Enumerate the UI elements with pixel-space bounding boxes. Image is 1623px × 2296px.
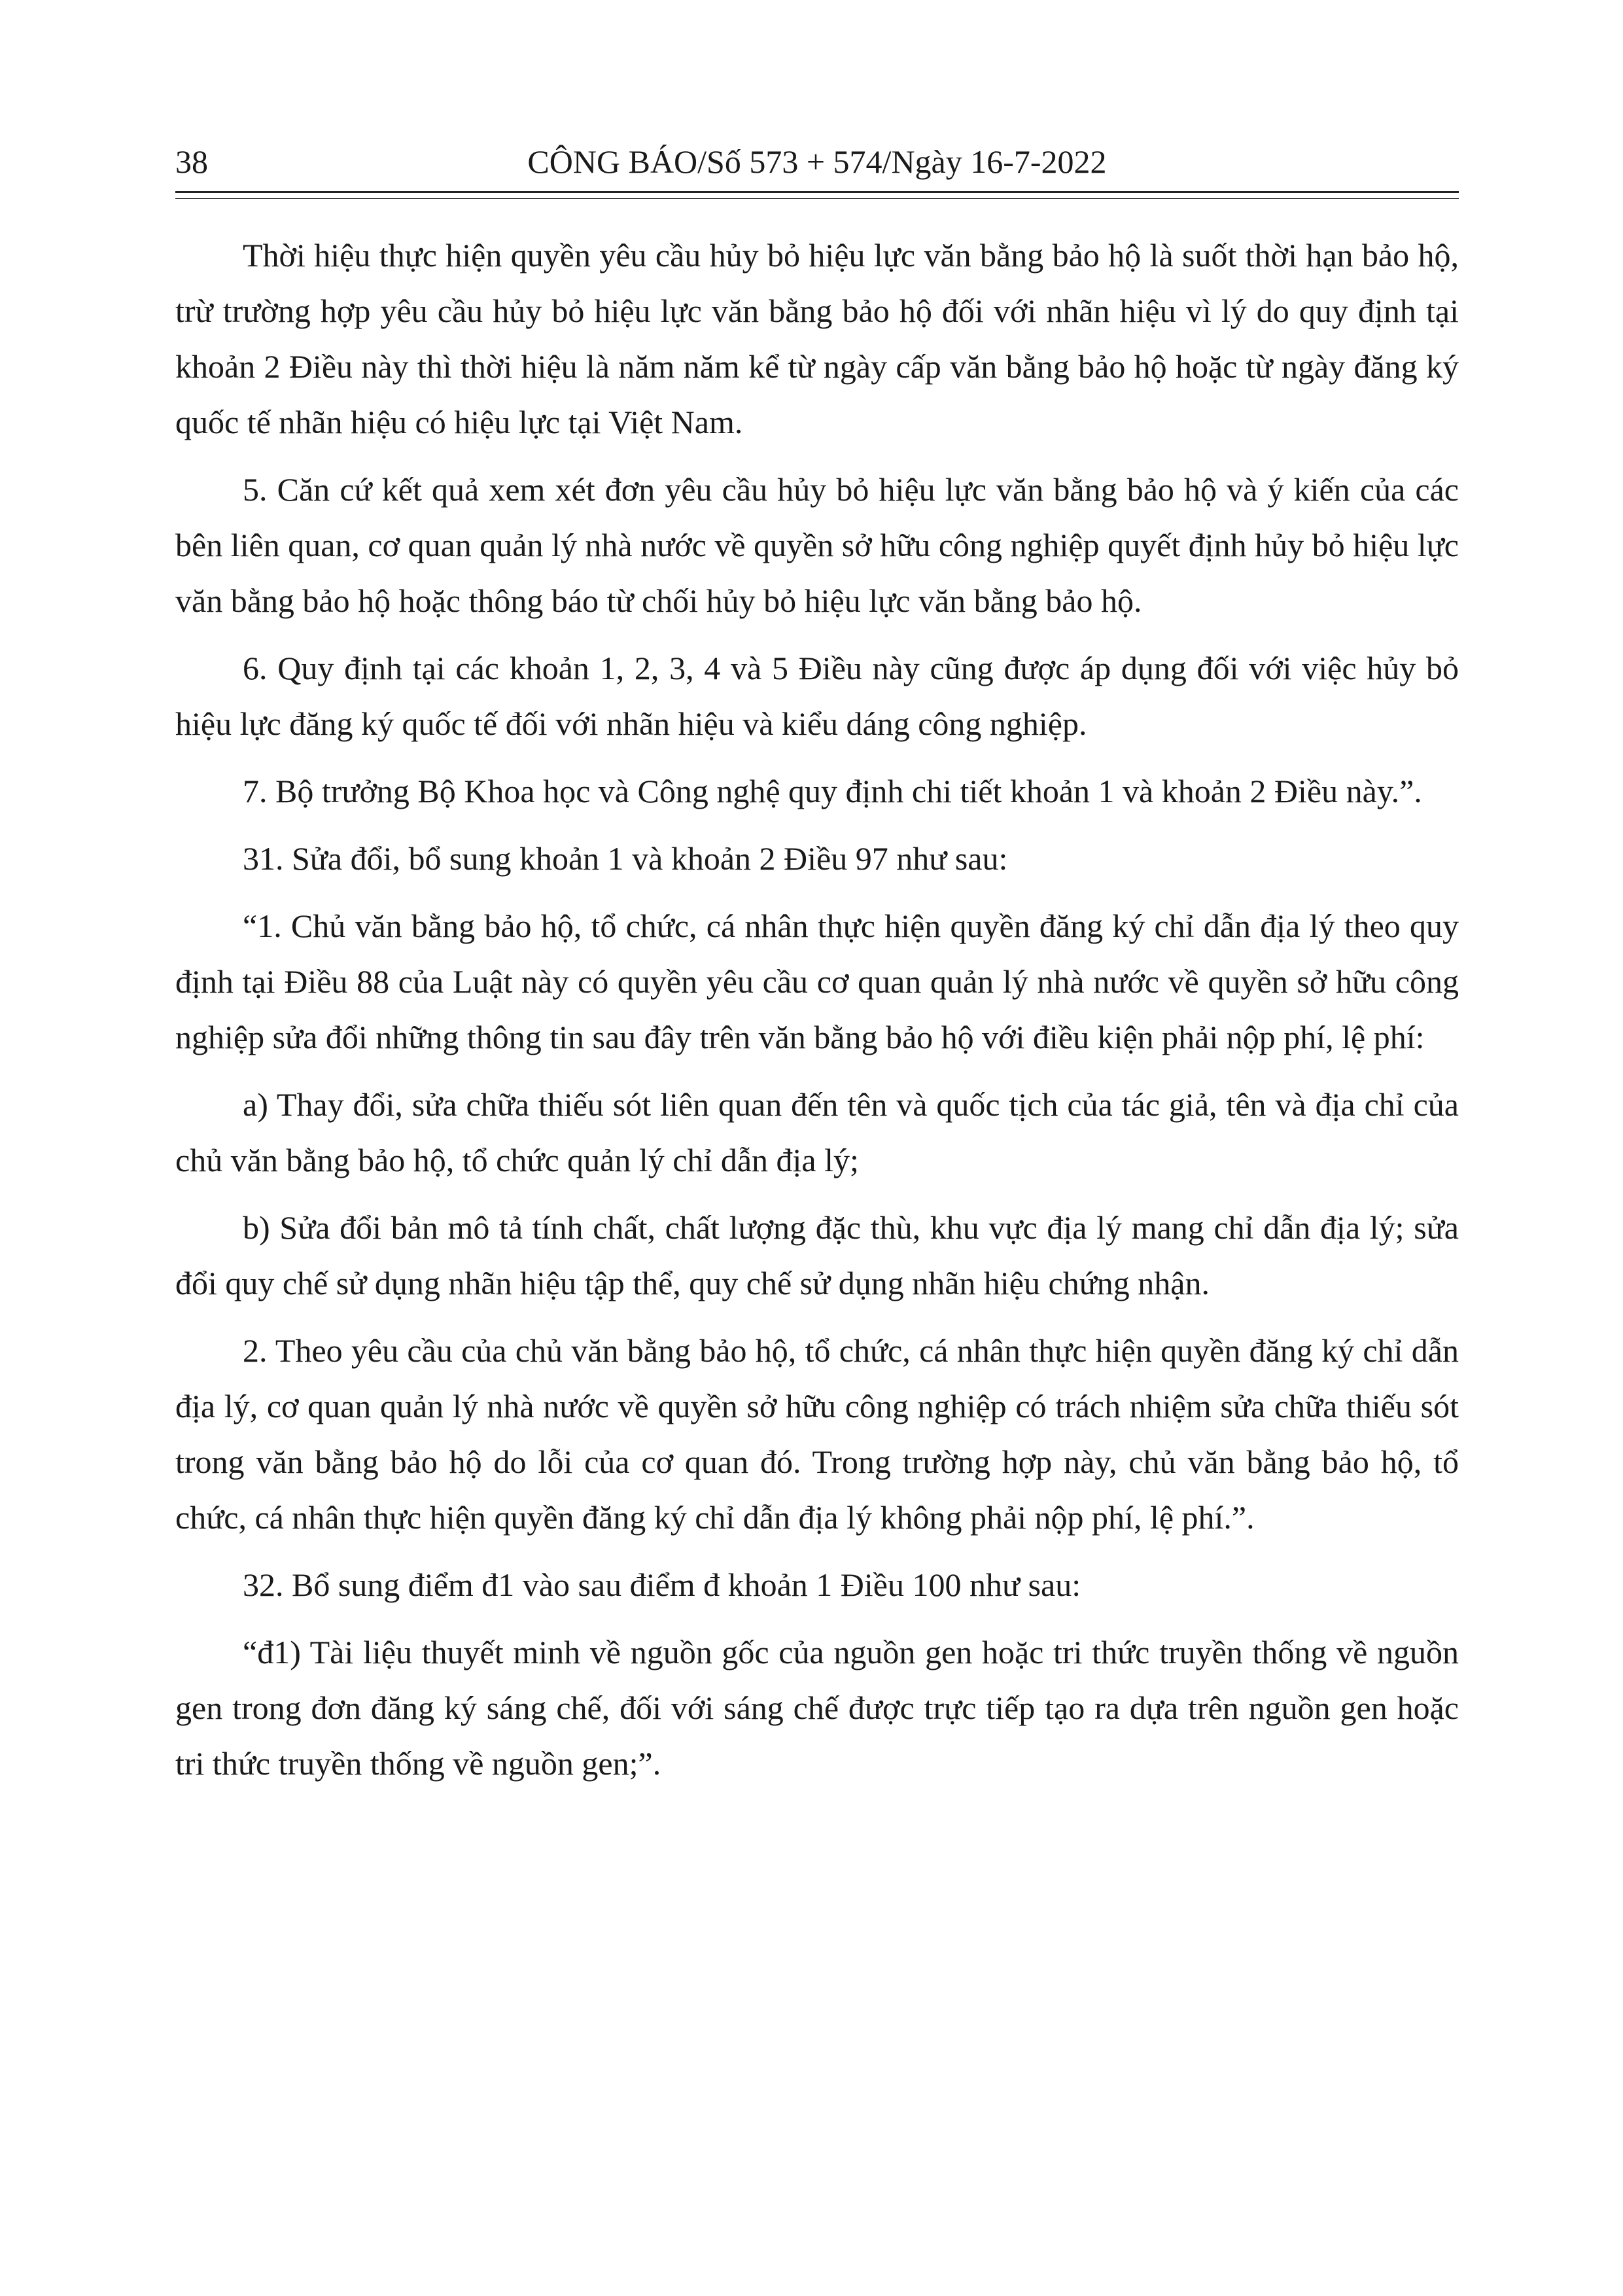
paragraph-point-b: b) Sửa đổi bản mô tả tính chất, chất lượng đặc thù, khu vực địa lý mang chỉ dẫn địa lý; sửa đổi quy chế sử dụng nhãn hiệu tập thể, quy chế sử dụng nhãn hiệu chứng nhận. bbox=[175, 1209, 1459, 1301]
paragraph-limitation-period: Thời hiệu thực hiện quyền yêu cầu hủy bỏ hiệu lực văn bằng bảo hộ là suốt thời hạn bảo hộ, trừ trường hợp yêu cầu hủy bỏ hiệu lực văn bằng bảo hộ đối với nhãn hiệu vì lý do quy định tại khoản 2 Điều này thì thời hiệu là năm năm kể từ ngày cấp văn bằng bảo hộ hoặc từ ngày đăng ký quốc tế nhãn hiệu có hiệu lực tại Việt Nam. bbox=[175, 237, 1459, 440]
paragraph-point-d1: “đ1) Tài liệu thuyết minh về nguồn gốc của nguồn gen hoặc tri thức truyền thống về nguồn gen trong đơn đăng ký sáng chế, đối với sáng chế được trực tiếp tạo ra dựa trên nguồn gen hoặc tri thức truyền thống về nguồn gen;”. bbox=[175, 1634, 1459, 1782]
header-double-rule bbox=[175, 191, 1459, 199]
paragraph-point-a: a) Thay đổi, sửa chữa thiếu sót liên quan đến tên và quốc tịch của tác giả, tên và địa chỉ của chủ văn bằng bảo hộ, tổ chức quản lý chỉ dẫn địa lý; bbox=[175, 1086, 1459, 1178]
paragraph-item-31: 31. Sửa đổi, bổ sung khoản 1 và khoản 2 Điều 97 như sau: bbox=[243, 840, 1008, 877]
page-header bbox=[175, 139, 1459, 185]
paragraph-item-32: 32. Bổ sung điểm đ1 vào sau điểm đ khoản 1 Điều 100 như sau: bbox=[243, 1566, 1081, 1603]
page-number: 38 bbox=[175, 143, 208, 180]
paragraph-article-97-clause-2: 2. Theo yêu cầu của chủ văn bằng bảo hộ, tổ chức, cá nhân thực hiện quyền đăng ký chỉ dẫn địa lý, cơ quan quản lý nhà nước về quyền sở hữu công nghiệp có trách nhiệm sửa chữa thiếu sót trong văn bằng bảo hộ do lỗi của cơ quan đó. Trong trường hợp này, chủ văn bằng bảo hộ, tổ chức, cá nhân thực hiện quyền đăng ký chỉ dẫn địa lý không phải nộp phí, lệ phí.”. bbox=[175, 1332, 1459, 1536]
document-body bbox=[175, 228, 1459, 1803]
paragraph-clause-5: 5. Căn cứ kết quả xem xét đơn yêu cầu hủy bỏ hiệu lực văn bằng bảo hộ và ý kiến của các bên liên quan, cơ quan quản lý nhà nước về quyền sở hữu công nghiệp quyết định hủy bỏ hiệu lực văn bằng bảo hộ hoặc thông báo từ chối hủy bỏ hiệu lực văn bằng bảo hộ. bbox=[175, 471, 1459, 619]
paragraph-clause-7: 7. Bộ trưởng Bộ Khoa học và Công nghệ quy định chi tiết khoản 1 và khoản 2 Điều này.”. bbox=[243, 773, 1422, 809]
gazette-title: CÔNG BÁO/Số 573 + 574/Ngày 16-7-2022 bbox=[527, 143, 1107, 180]
paragraph-clause-6: 6. Quy định tại các khoản 1, 2, 3, 4 và 5 Điều này cũng được áp dụng đối với việc hủy bỏ hiệu lực đăng ký quốc tế đối với nhãn hiệu và kiểu dáng công nghiệp. bbox=[175, 650, 1459, 742]
paragraph-article-97-clause-1: “1. Chủ văn bằng bảo hộ, tổ chức, cá nhân thực hiện quyền đăng ký chỉ dẫn địa lý theo quy định tại Điều 88 của Luật này có quyền yêu cầu cơ quan quản lý nhà nước về quyền sở hữu công nghiệp sửa đổi những thông tin sau đây trên văn bằng bảo hộ với điều kiện phải nộp phí, lệ phí: bbox=[175, 908, 1459, 1055]
